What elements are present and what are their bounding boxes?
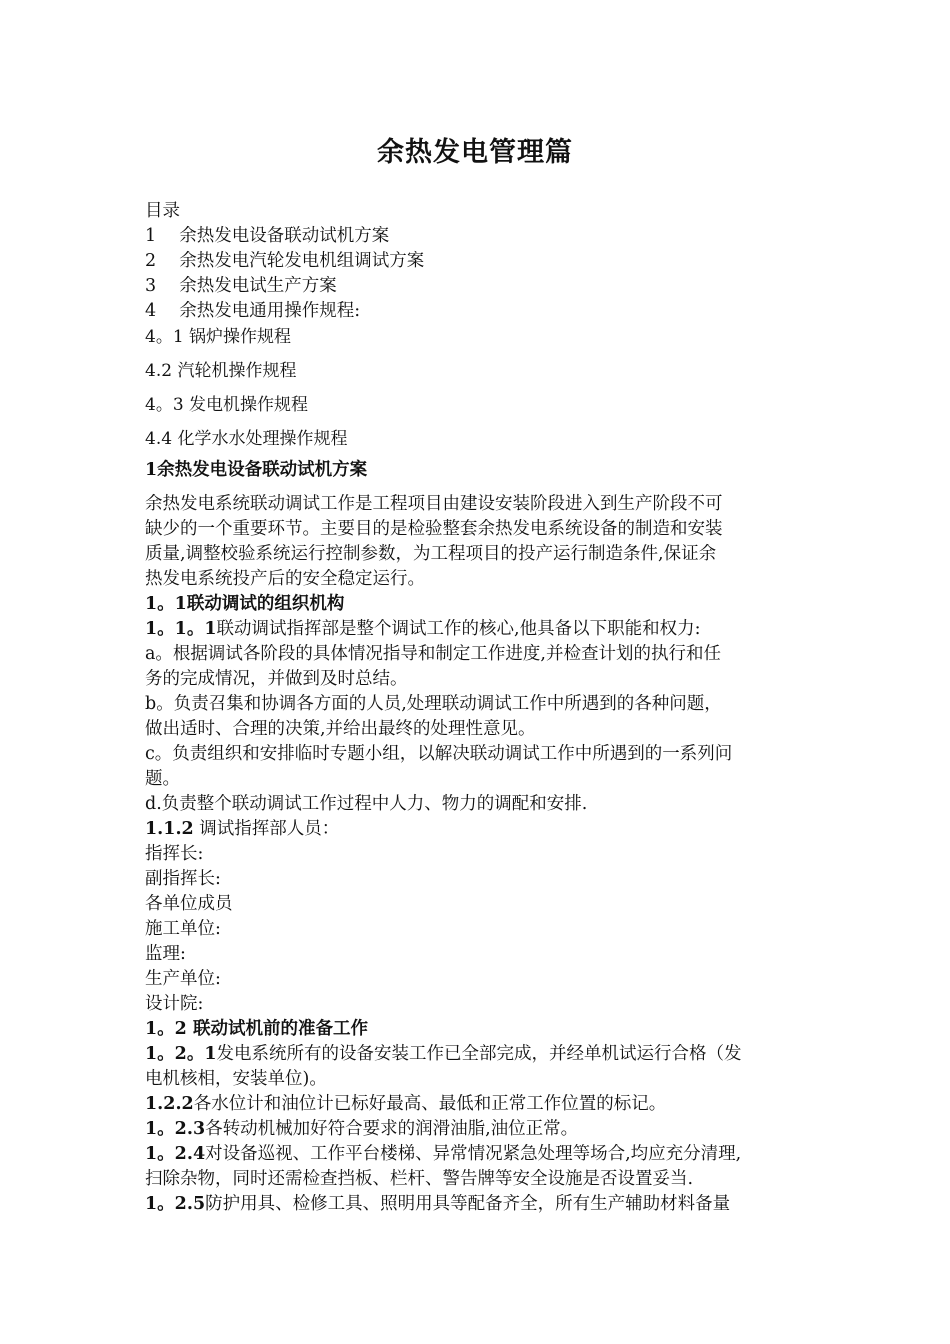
toc-item: 4 余热发电通用操作规程:	[145, 301, 361, 321]
list-item: d.负责整个联动调试工作过程中人力、物力的调配和安排.	[145, 794, 588, 814]
clause-line	[145, 1117, 795, 1142]
clause-line	[145, 1092, 795, 1117]
list-item: 做出适时、合理的决策,并给出最终的处理性意见。	[145, 719, 536, 739]
toc-item: 1 余热发电设备联动试机方案	[145, 226, 390, 246]
document-title: 余热发电管理篇	[377, 137, 573, 168]
subsection-heading: 1。1联动调试的组织机构	[145, 594, 345, 614]
clause-number: 1。2.4	[145, 1144, 206, 1164]
section-intro	[145, 492, 795, 592]
clause-line	[145, 1167, 795, 1192]
clause-number: 1.1.2	[145, 819, 194, 839]
section-heading: 1余热发电设备联动试机方案	[145, 460, 368, 480]
toc-subitem: 4。3 发电机操作规程	[145, 395, 309, 415]
clause-line	[145, 1192, 795, 1217]
list-item: c。负责组织和安排临时专题小组，以解决联动调试工作中所遇到的一系列问	[145, 744, 733, 764]
clause-text: 对设备巡视、工作平台楼梯、异常情况紧急处理等场合,均应充分清理,	[205, 1144, 742, 1164]
list-item: b。负责召集和协调各方面的人员,处理联动调试工作中所遇到的各种问题，	[145, 694, 722, 714]
document-body	[145, 199, 795, 1217]
clause-text: 电机核相，安装单位)。	[145, 1069, 327, 1089]
clause-number: 1。1。1	[145, 619, 217, 639]
clause-text: 调试指挥部人员：	[193, 819, 340, 839]
paragraph-line: 缺少的一个重要环节。主要目的是检验整套余热发电系统设备的制造和安装	[145, 519, 723, 539]
staff-item: 副指挥长:	[145, 869, 221, 889]
clause-number: 1。2.5	[145, 1194, 206, 1214]
paragraph-line: 余热发电系统联动调试工作是工程项目由建设安装阶段进入到生产阶段不可	[145, 494, 723, 514]
clause-line	[145, 1042, 795, 1067]
clause-text: 联动调试指挥部是整个调试工作的核心,他具备以下职能和权力:	[216, 619, 701, 639]
clause-text: 发电系统所有的设备安装工作已全部完成，并经单机试运行合格（发	[216, 1044, 742, 1064]
clause-1-1-1	[145, 617, 795, 642]
clause-number: 1.2.2	[145, 1094, 194, 1114]
staff-item: 生产单位:	[145, 969, 221, 989]
staff-item: 施工单位:	[145, 919, 221, 939]
paragraph-line: 质量,调整校验系统运行控制参数，为工程项目的投产运行制造条件,保证余	[145, 544, 717, 564]
clause-text: 各水位计和油位计已标好最高、最低和正常工作位置的标记。	[193, 1094, 667, 1114]
list-item: 务的完成情况，并做到及时总结。	[145, 669, 408, 689]
clause-line	[145, 1142, 795, 1167]
toc-subitem: 4。1 锅炉操作规程	[145, 327, 292, 347]
clause-text: 防护用具、检修工具、照明用具等配备齐全，所有生产辅助材料备量	[205, 1194, 731, 1214]
clause-line	[145, 1067, 795, 1092]
staff-item: 各单位成员	[145, 894, 233, 914]
toc-item: 2 余热发电汽轮发电机组调试方案	[145, 251, 425, 271]
paragraph-line: 热发电系统投产后的安全稳定运行。	[145, 569, 425, 589]
clause-text: 各转动机械加好符合要求的润滑油脂,油位正常。	[205, 1119, 579, 1139]
toc-item: 3 余热发电试生产方案	[145, 276, 337, 296]
list-item: a。根据调试各阶段的具体情况指导和制定工作进度,并检查计划的执行和任	[145, 644, 721, 664]
toc-subitem: 4.4 化学水水处理操作规程	[145, 429, 348, 449]
staff-item: 指挥长:	[145, 844, 204, 864]
staff-item: 设计院:	[145, 994, 204, 1014]
toc-heading: 目录	[145, 201, 180, 221]
toc-subitem: 4.2 汽轮机操作规程	[145, 361, 297, 381]
clause-text: 扫除杂物，同时还需检查挡板、栏杆、警告牌等安全设施是否设置妥当.	[145, 1169, 694, 1189]
clause-1-1-2	[145, 817, 795, 842]
clause-number: 1。2.3	[145, 1119, 206, 1139]
list-item: 题。	[145, 769, 180, 789]
staff-item: 监理:	[145, 944, 186, 964]
subsection-heading: 1。2 联动试机前的准备工作	[145, 1019, 368, 1039]
clause-number: 1。2。1	[145, 1044, 217, 1064]
